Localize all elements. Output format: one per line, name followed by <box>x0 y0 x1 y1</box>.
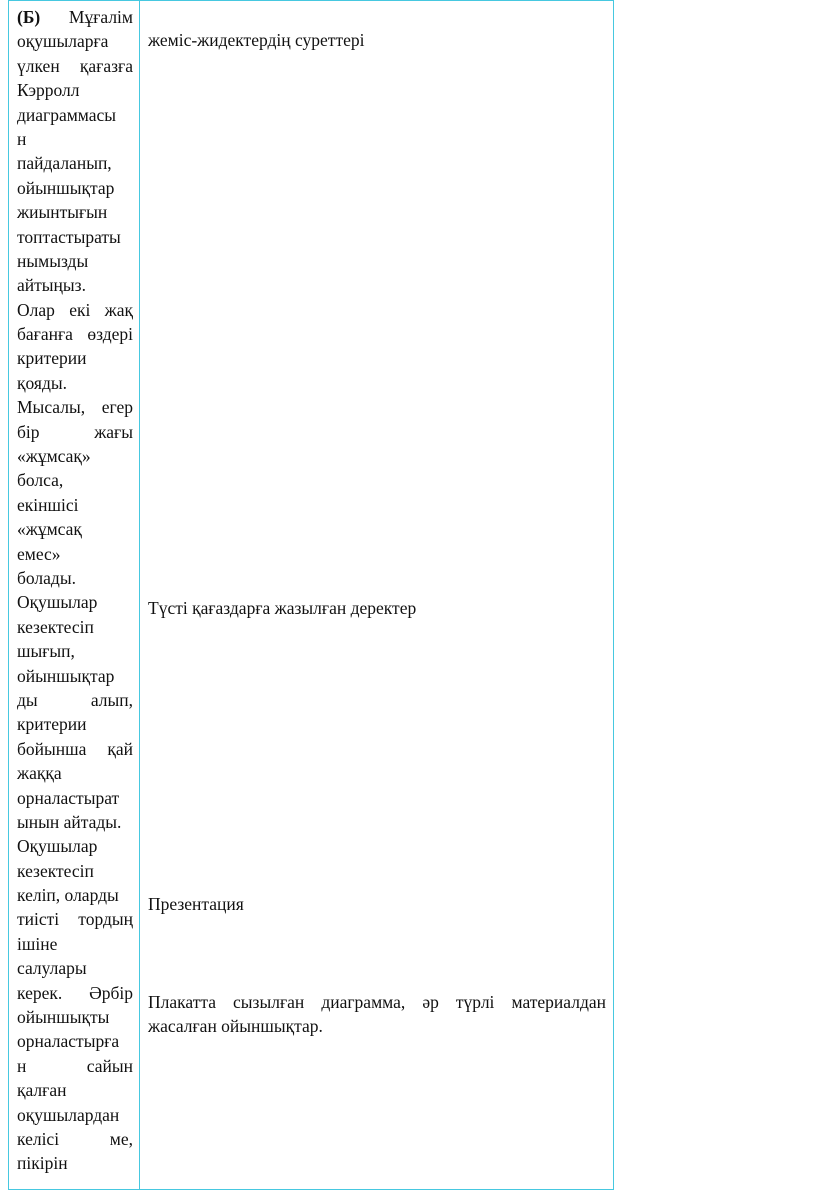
description-word: жаққа <box>17 763 62 784</box>
description-word: пікірін <box>17 1153 68 1174</box>
description-word: оқушылардан <box>17 1104 120 1125</box>
description-line <box>17 956 133 980</box>
description-line <box>17 883 133 907</box>
description-word: нымызды <box>17 250 89 271</box>
description-line <box>17 346 133 370</box>
description-line <box>17 566 133 590</box>
description-word: пайдаланып, <box>17 153 112 174</box>
description-word: Оқушылар <box>17 836 98 857</box>
description-word: ойыншықтар <box>17 665 115 686</box>
description-word: Оқушылар <box>17 592 98 613</box>
description-word: жақ <box>104 299 133 320</box>
description-line <box>17 200 133 224</box>
description-word: «жұмсақ <box>17 519 82 540</box>
description-word: кезектесіп <box>17 860 94 881</box>
description-word: н <box>17 128 27 149</box>
description-line <box>17 420 133 444</box>
description-line <box>17 29 133 53</box>
description-line <box>17 395 133 419</box>
description-line <box>17 1005 133 1029</box>
description-word: сайын <box>86 1055 133 1076</box>
description-word: емес» <box>17 543 61 564</box>
description-word: диаграммасы <box>17 104 117 125</box>
description-line <box>17 1151 133 1175</box>
description-word: айтыңыз. <box>17 275 86 296</box>
description-word: Мысалы, <box>17 397 86 418</box>
description-line <box>17 615 133 639</box>
description-word: керек. <box>17 982 63 1003</box>
description-word: кезектесіп <box>17 616 94 637</box>
description-line <box>17 371 133 395</box>
resource-word: Плакатта <box>148 992 216 1012</box>
resource-poster-line-2: жасалған ойыншықтар. <box>148 1016 323 1037</box>
description-line <box>17 1127 133 1151</box>
description-line <box>17 1103 133 1127</box>
description-word: бойынша <box>17 738 87 759</box>
description-line <box>17 176 133 200</box>
description-word: топтастыраты <box>17 226 121 247</box>
description-line <box>17 322 133 346</box>
description-line <box>17 786 133 810</box>
description-line <box>17 859 133 883</box>
description-word: критерии <box>17 714 87 735</box>
description-line <box>17 54 133 78</box>
description-word: ойыншықты <box>17 1007 110 1028</box>
resource-word: материалдан <box>511 992 606 1012</box>
description-word: тиісті <box>17 909 60 930</box>
description-word: салулары <box>17 958 87 979</box>
resource-poster-line-1 <box>148 990 606 1014</box>
description-word: ме, <box>109 1128 133 1149</box>
description-word: бір <box>17 421 40 442</box>
description-word: тордың <box>78 909 133 930</box>
description-word: шығып, <box>17 641 75 662</box>
description-line <box>17 737 133 761</box>
description-line <box>17 249 133 273</box>
description-line <box>17 493 133 517</box>
description-word: болады. <box>17 567 76 588</box>
description-word: үлкен <box>17 55 60 76</box>
description-word: оқушыларға <box>17 31 109 52</box>
description-word: өздері <box>87 324 133 345</box>
description-word: бағанға <box>17 324 73 345</box>
description-line <box>17 834 133 858</box>
description-word: қояды. <box>17 372 68 393</box>
description-line <box>17 78 133 102</box>
description-line <box>17 810 133 834</box>
description-line <box>17 1078 133 1102</box>
description-word: ішіне <box>17 933 58 954</box>
section-label: (Б) <box>17 7 41 27</box>
description-line <box>17 298 133 322</box>
description-word: жағы <box>94 421 133 442</box>
resource-word: сызылған <box>233 992 305 1012</box>
description-word: келісі <box>17 1128 60 1149</box>
description-word: Кэрролл <box>17 80 80 101</box>
resource-fruit-pictures: жеміс-жидектердің суреттері <box>148 30 365 50</box>
description-line <box>17 664 133 688</box>
description-line <box>17 1029 133 1053</box>
description-word: орналастырат <box>17 787 120 808</box>
description-word: жиынтығын <box>17 202 108 223</box>
description-word: егер <box>101 397 133 418</box>
resource-colored-papers: Түсті қағаздарға жазылған деректер <box>148 598 417 618</box>
description-word: «жұмсақ» <box>17 446 91 467</box>
description-word: критерии <box>17 348 87 369</box>
description-word: алып, <box>90 689 133 710</box>
description-word: екіншісі <box>17 494 79 515</box>
description-line <box>17 225 133 249</box>
description-word: екі <box>69 299 91 320</box>
description-line <box>17 151 133 175</box>
description-line <box>17 590 133 614</box>
description-line <box>17 542 133 566</box>
resource-presentation: Презентация <box>148 894 244 914</box>
description-line <box>17 712 133 736</box>
description-word: болса, <box>17 470 64 491</box>
description-word: қалған <box>17 1080 67 1101</box>
description-line <box>17 981 133 1005</box>
resource-word: әр <box>422 992 439 1012</box>
description-word: Әрбір <box>89 982 133 1003</box>
description-line <box>17 444 133 468</box>
description-word: Мұғалім <box>68 7 133 27</box>
resource-word: диаграмма, <box>321 992 406 1012</box>
description-word: орналастырға <box>17 1031 120 1052</box>
description-line <box>17 5 133 29</box>
description-word: ойыншықтар <box>17 177 115 198</box>
description-word: қай <box>107 738 133 759</box>
description-line <box>17 103 133 127</box>
description-word: келіп, оларды <box>17 885 119 906</box>
description-line <box>17 761 133 785</box>
description-word: ды <box>17 689 38 710</box>
activity-description-cell <box>17 5 133 1176</box>
description-line <box>17 468 133 492</box>
column-divider <box>139 0 140 1190</box>
description-line <box>17 127 133 151</box>
description-word: қағазға <box>79 55 133 76</box>
description-line <box>17 639 133 663</box>
description-word: Олар <box>17 299 55 320</box>
description-word: н <box>17 1055 27 1076</box>
description-line <box>17 907 133 931</box>
description-line <box>17 1054 133 1078</box>
resource-word: түрлі <box>455 992 495 1012</box>
description-line <box>17 273 133 297</box>
description-line <box>17 932 133 956</box>
description-line <box>17 688 133 712</box>
description-word: ынын айтады. <box>17 811 122 832</box>
description-line <box>17 517 133 541</box>
resource-poster-diagram <box>148 990 606 1039</box>
